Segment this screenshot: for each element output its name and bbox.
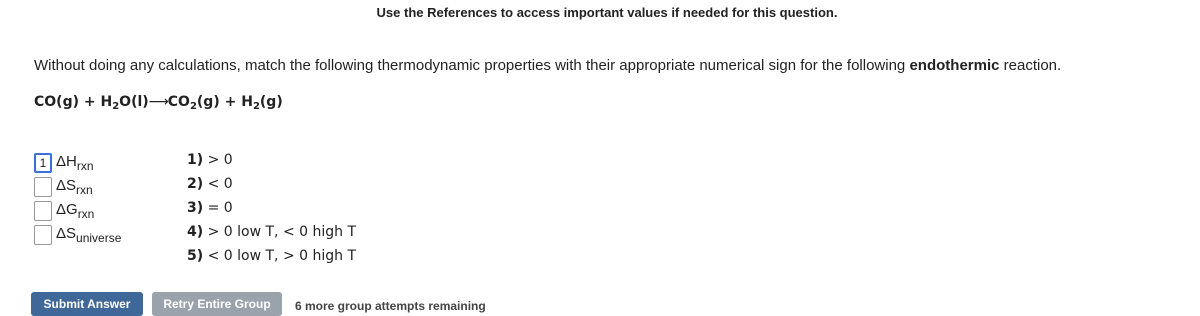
property-row-dh-rxn xyxy=(34,151,121,175)
product-co2: $CO_2(g)$ xyxy=(167,94,220,112)
property-label: $\Delta H_{rxn}$ xyxy=(56,153,94,173)
property-row-ds-rxn xyxy=(34,175,121,199)
retry-group-button[interactable]: Retry Entire Group xyxy=(152,292,282,316)
plus-sign: + xyxy=(224,94,237,110)
choice-item: 5) < 0 low T, > 0 high T xyxy=(187,248,357,264)
references-notice: Use the References to access important values if needed for this question. xyxy=(376,5,838,20)
choice-item: 3) = 0 xyxy=(187,200,233,216)
product-h2: $H_2(g)$ xyxy=(241,94,283,112)
property-row-ds-universe xyxy=(34,223,121,247)
answer-input[interactable] xyxy=(34,201,52,221)
property-list xyxy=(34,151,121,247)
attempts-remaining: 6 more group attempts remaining xyxy=(295,299,486,313)
plus-sign: + xyxy=(83,94,96,110)
prompt-emphasis: endothermic xyxy=(909,57,1000,74)
submit-answer-button[interactable]: Submit Answer xyxy=(31,292,143,316)
reactant-co: CO(g) xyxy=(34,94,79,110)
property-label: $\Delta S_{rxn}$ xyxy=(56,177,93,197)
answer-input[interactable] xyxy=(34,177,52,197)
prompt-text: Without doing any calculations, match the following thermodynamic properties with their appropriate numerical sign for the following xyxy=(34,57,910,74)
choice-item: 2) < 0 xyxy=(187,176,233,192)
reaction-equation xyxy=(34,94,283,112)
reactant-water: $H_2O(l)$ xyxy=(100,94,149,112)
choice-item: 4) > 0 low T, < 0 high T xyxy=(187,224,357,240)
property-label: $\Delta S_{universe}$ xyxy=(56,225,122,245)
question-prompt xyxy=(34,57,1061,74)
reaction-arrow-icon: ⟶ xyxy=(148,94,168,110)
answer-input[interactable] xyxy=(34,225,52,245)
answer-input[interactable]: 1 xyxy=(34,153,52,173)
prompt-text-end: reaction. xyxy=(999,57,1062,74)
choice-list xyxy=(187,152,356,272)
property-row-dg-rxn xyxy=(34,199,121,223)
property-label: $\Delta G_{rxn}$ xyxy=(56,201,95,221)
choice-item: 1) > 0 xyxy=(187,152,233,168)
